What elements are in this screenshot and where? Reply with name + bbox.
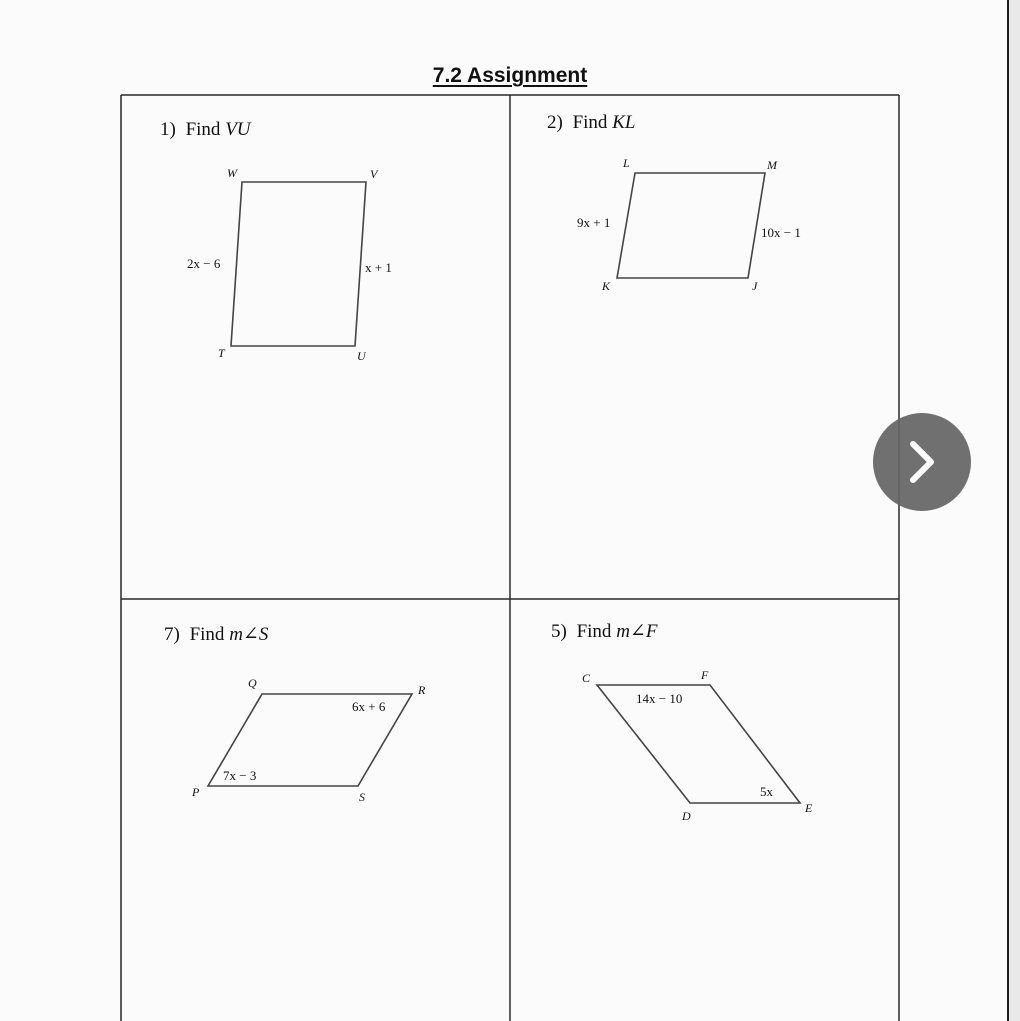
problem-2 <box>547 112 801 293</box>
vertex-u: U <box>357 349 366 363</box>
next-page-button[interactable] <box>873 413 971 511</box>
vertex-e: E <box>805 801 813 815</box>
problem-2-prompt: 2) Find KL <box>547 112 636 133</box>
vertex-t: T <box>218 346 225 360</box>
problem-5 <box>551 621 813 823</box>
side-ps-label: 7x − 3 <box>223 768 257 783</box>
side-de-label: 5x <box>760 784 773 799</box>
side-mj-label: 10x − 1 <box>761 225 801 240</box>
vertex-k: K <box>602 279 611 293</box>
problem-7 <box>164 624 426 804</box>
vertex-p: P <box>192 785 200 799</box>
problem-7-prompt: 7) Find m∠S <box>164 624 269 645</box>
vertex-q: Q <box>248 676 257 690</box>
side-vu-label: x + 1 <box>365 260 392 275</box>
problem-5-prompt: 5) Find m∠F <box>551 621 658 642</box>
chevron-right-icon <box>873 413 971 511</box>
page-title: 7.2 Assignment <box>432 64 588 87</box>
parallelogram-wvut <box>231 182 366 346</box>
vertex-f: F <box>701 668 709 682</box>
problem-1-prompt: 1) Find VU <box>160 119 251 140</box>
vertex-s: S <box>359 790 365 804</box>
side-lk-label: 9x + 1 <box>577 215 611 230</box>
parallelogram-lmjk <box>617 173 765 278</box>
vertex-m: M <box>767 158 777 172</box>
vertex-r: R <box>418 683 426 697</box>
side-qr-label: 6x + 6 <box>352 699 386 714</box>
vertex-d: D <box>682 809 691 823</box>
vertex-v: V <box>370 167 378 181</box>
vertex-j: J <box>752 279 758 293</box>
side-wt-label: 2x − 6 <box>187 256 221 271</box>
page-edge <box>1007 0 1020 1021</box>
vertex-c: C <box>582 671 591 685</box>
vertex-w: W <box>227 166 237 180</box>
vertex-l: L <box>623 156 630 170</box>
problem-1 <box>160 119 392 363</box>
side-cf-label: 14x − 10 <box>636 691 683 706</box>
